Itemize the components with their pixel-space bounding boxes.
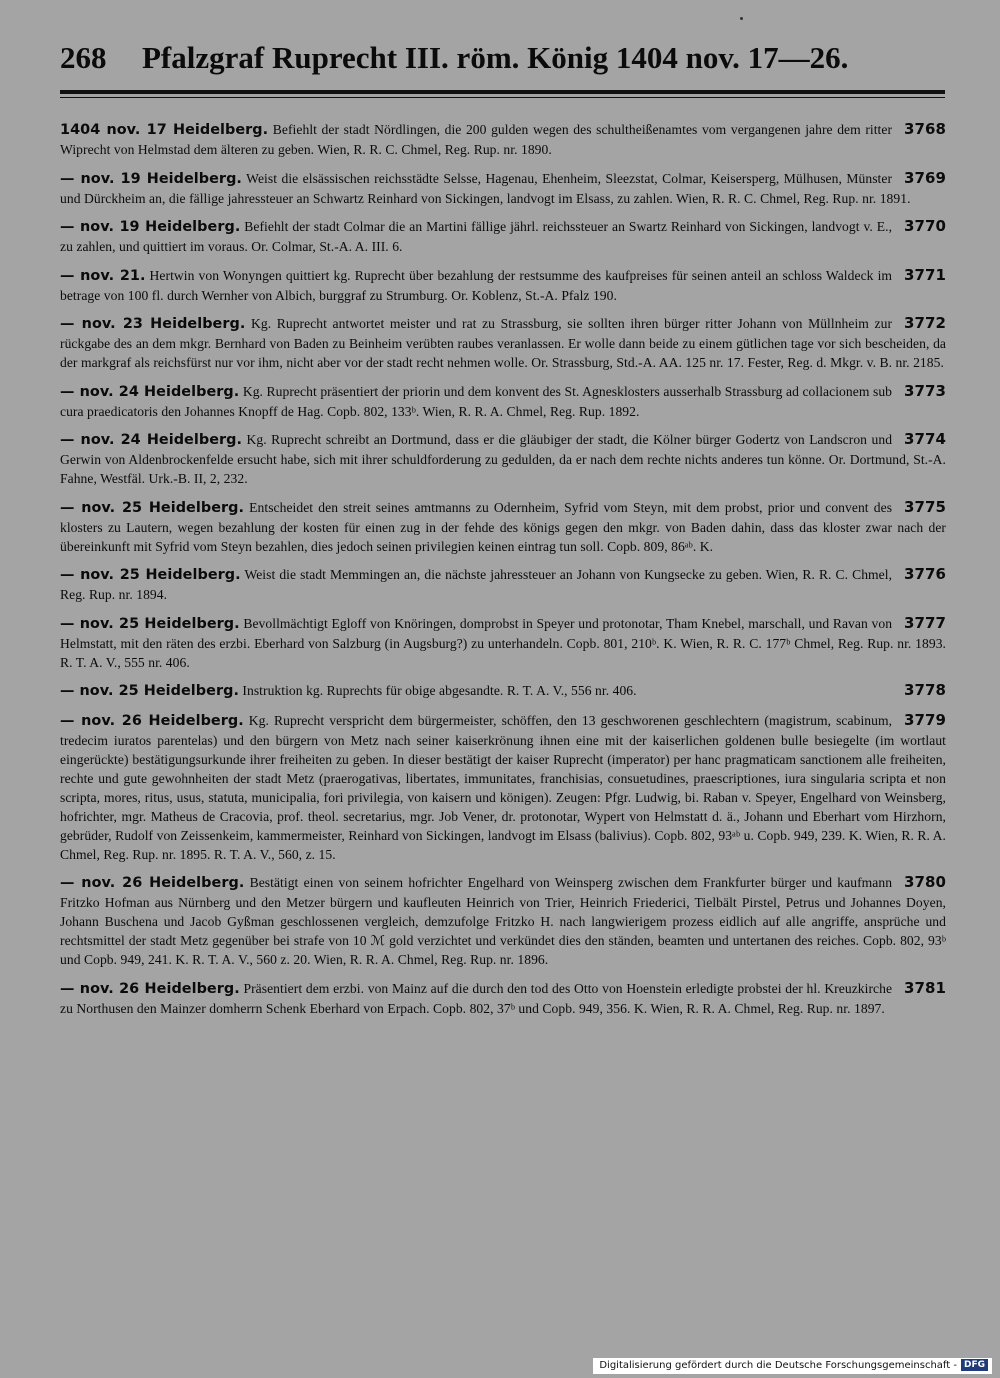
entry-text: Weist die stadt Memmingen an, die nächste jahressteuer an Johann von Kungsecke zu geben. Wien, R. R. C. Chmel, Reg. Rup. nr. 1894. <box>60 567 893 602</box>
entry-text: Entscheidet den streit seines amtmanns zu Odernheim, Syfrid vom Steyn, mit dem probst, prior und convent des klosters zu Lautern, wegen bezahlung der kosten für einen zug in der fehde des königs gegen den mkgr. von Baden dahin, dass das kloster zwar nach der übereinkunft mit Syfrid vom Steyn bezahlen, dies jedoch seinen privilegien keinen eintrag tun soll. Copb. 809, 86ᵃᵇ. K. <box>60 499 946 554</box>
regest-list <box>60 120 946 1027</box>
entry-heading: — nov. 19 Heidelberg. <box>60 219 241 235</box>
entry-text: Kg. Ruprecht präsentiert der priorin und dem konvent des St. Agnesklosters ausserhalb Strassburg ad collacionem sub cura praedicatoris den Johannes Knopff de Hag. Copb. 802, 133ᵇ. Wien, R. R. A. Chmel, Reg. Rup. 1892. <box>60 383 893 419</box>
entry-heading: — nov. 24 Heidelberg. <box>60 383 240 400</box>
entry-number: 3773 <box>904 381 946 400</box>
regest-entry <box>60 979 946 1018</box>
entry-number: 3781 <box>904 978 946 997</box>
header-rule-thick <box>60 90 945 94</box>
entry-text: Präsentiert dem erzbi. von Mainz auf die durch den tod des Otto von Hoenstein erledigte probstei der hl. Kreuzkirche zu Northusen den Mainzer domherrn Schenk Eberhard von Erpach. Copb. 802, 37ᵇ und Copb. 949, 356. K. Wien, R. R. A. Chmel, Reg. Rup. nr. 1897. <box>60 980 893 1016</box>
entry-number: 3769 <box>904 168 946 187</box>
regest-entry <box>60 120 946 159</box>
regest-entry <box>60 430 946 488</box>
entry-text: Bestätigt einen von seinem hofrichter Engelhard von Weinsperg zwischen dem Frankfurter bürger und kaufmann Fritzko Hofman aus Nürnberg und den Metzer bürgern und kaufleuten Heinrich von Trier, Heinrich Friederici, Tielbält Pirstel, Petrus und Johannes Doyen, Johann Buschena und Jacob Gyßman geschlossenen vergleich, demzufolge Fritzko H. nach langwierigem prozess eidlich auf alle angriffe, ansprüche und rechtsmittel der stadt Metz gegenüber bei strafe von 10 ℳ gold verzichtet und verkündet dies den ständen, beamten und untertanen des reiches. Copb. 802, 93ᵇ und Copb. 949, 241. K. R. T. A. V., 560 z. 20. Wien, R. R. A. Chmel, Reg. Rup. nr. 1896. <box>60 875 946 967</box>
entry-number: 3772 <box>904 314 946 332</box>
entry-heading: — nov. 25 Heidelberg. <box>60 683 239 699</box>
entry-text: Kg. Ruprecht schreibt an Dortmund, dass er die gläubiger der stadt, die Kölner bürger Godertz von Landscron und Gerwin von Aldenbrockenfelde ersucht habe, sich mit ihrer schuldforderung zu gedulden, da er nach dem rechte nichts anderes tun könne. Or. Dortmund, St.-A. Fahne, Westfäl. Urk.-B. II, 2, 232. <box>60 432 946 486</box>
regest-entry <box>60 565 946 604</box>
entry-heading: — nov. 25 Heidelberg. <box>60 567 241 583</box>
scan-speck <box>740 17 743 20</box>
entry-number: 3776 <box>904 565 946 583</box>
regest-entry <box>60 614 946 672</box>
regest-entry <box>60 873 946 969</box>
regest-entry <box>60 217 946 256</box>
entry-text: Kg. Ruprecht verspricht dem bürgermeister, schöffen, den 13 geschworenen geschlechtern (magistrum, scabinum, tredecim iuratos parentelas) und den bürgern von Metz nach seiner kaiserkrönung ihnen eine mit der kaiserlichen goldenen bulle besiegelte (im wortlaut eingerückte) bestätigungsurkunde ihrer freiheiten zu geben. In dieser bestätigt der kaiser Ruprecht (imperator) per hanc pragmaticam sanctionem alle freiheiten, rechte und gute gewohnheiten der stadt Metz (praerogativas, libertates, immunitates, franchisias, consuetudines, praescriptiones, iura singularia scripta et non scripta, mores, ritus, usus, statuta, municipalia, fori privilegia, von kaisern und königen). Zeugen: Pfgr. Ludwig, bi. Raban v. Speyer, Engelhard von Weinsberg, hofrichter, mgr. Matheus de Cracovia, prof. theol. secretarius, mgr. Job Vener, dr. protonotar, Wypert von Helmstatt d. ä., Johann und Eberhart vom Hirzhorn, gebrüder, Rudolf von Zeissenkeim, kammermeister, Reinhard von Sickingen, landvogt im Elsass (balivius). Copb. 802, 93ᵃᵇ u. Copb. 949, 239. K. Wien, R. R. A. Chmel, Reg. Rup. nr. 1895. R. T. A. V., 560, z. 15. <box>60 712 946 862</box>
credit-text: Digitalisierung gefördert durch die Deutsche Forschungsgemeinschaft - <box>599 1360 957 1371</box>
header-rule-thin <box>60 97 945 98</box>
entry-heading: — nov. 26 Heidelberg. <box>60 875 245 891</box>
entry-text: Hertwin von Wonyngen quittiert kg. Ruprecht über bezahlung der restsumme des kaufpreises für seinen anteil an schloss Waldeck im betrage von 100 fl. durch Wernher von Albich, burggraf zu Strumburg. Or. Koblenz, St.-A. Pfalz 190. <box>60 267 893 303</box>
regest-entry <box>60 382 946 421</box>
entry-text: Weist die elsässischen reichsstädte Selsse, Hagenau, Ehenheim, Sleezstat, Colmar, Keisersperg, Mülhusen, Münster und Dürckheim an, die fällige jahressteuer an Schwartz Reinhard von Sickingen, landvogt im Elsass, zu zahlen. Wien, R. R. C. Chmel, Reg. Rup. nr. 1891. <box>60 170 911 206</box>
regest-entry <box>60 498 946 556</box>
regest-entry <box>60 169 946 208</box>
entry-number: 3777 <box>904 613 946 632</box>
regest-entry <box>60 266 946 305</box>
page-header <box>60 38 945 78</box>
entry-number: 3774 <box>904 430 946 448</box>
entry-heading: — nov. 23 Heidelberg. <box>60 316 246 332</box>
entry-heading: — nov. 21. <box>60 267 146 284</box>
entry-heading: 1404 nov. 17 Heidelberg. <box>60 122 269 138</box>
regest-entry <box>60 314 946 372</box>
entry-text: Befiehlt der stadt Nördlingen, die 200 gulden wegen des schultheißenamtes vom vergangenen jahre dem ritter Wiprecht von Helmstad dem älteren zu geben. Wien, R. R. C. Chmel, Reg. Rup. nr. 1890. <box>60 122 893 157</box>
entry-number: 3779 <box>904 710 946 729</box>
entry-number: 3778 <box>904 681 946 699</box>
entry-heading: — nov. 19 Heidelberg. <box>60 170 242 187</box>
entry-heading: — nov. 26 Heidelberg. <box>60 712 244 729</box>
entry-number: 3780 <box>904 873 946 891</box>
entry-heading: — nov. 25 Heidelberg. <box>60 499 245 516</box>
regest-entry <box>60 681 946 701</box>
entry-text: Befiehlt der stadt Colmar die an Martini fällige jährl. reichssteuer an Swartz Reinhard von Sickingen, landvogt v. E., zu zahlen, und quittiert im voraus. Or. Colmar, St.-A. A. III. 6. <box>60 219 893 254</box>
page-title: Pfalzgraf Ruprecht III. röm. König 1404 nov. 17—26. <box>142 40 849 75</box>
entry-heading: — nov. 24 Heidelberg. <box>60 432 243 448</box>
entry-heading: — nov. 25 Heidelberg. <box>60 615 240 632</box>
digitization-credit <box>593 1358 992 1374</box>
entry-number: 3768 <box>904 120 946 138</box>
page-number: 268 <box>60 40 107 75</box>
dfg-logo: DFG <box>961 1359 988 1371</box>
entry-text: Kg. Ruprecht antwortet meister und rat zu Strassburg, sie sollten ihren bürger ritter Johann von Müllnheim zur rückgabe des an dem mkgr. Bernhard von Baden zu Beinheim verübten raubes veranlassen. Er wolle dann beide zu einem gütlichen tage vor sich bescheiden, da der markgraf als reichsfürst nur vor ihm, nicht aber vor der stadt recht nehmen wolle. Or. Strassburg, Std.-A. AA. 125 nr. 17. Fester, Reg. d. Mkgr. v. B. nr. 2185. <box>60 316 946 370</box>
entry-number: 3775 <box>904 497 946 516</box>
entry-number: 3770 <box>904 217 946 235</box>
entry-text: Bevollmächtigt Egloff von Knöringen, domprobst in Speyer und protonotar, Tham Knebel, marschall, und Ravan von Helmstatt, mit den räten des erzbi. Eberhard von Salzburg (in Augsburg?) zu unterhandeln. Copb. 801, 210ᵇ. K. Wien, R. R. C. 177ᵇ Chmel, Reg. Rup. nr. 1893. R. T. A. V., 555 nr. 406. <box>60 615 946 670</box>
entry-text: Instruktion kg. Ruprechts für obige abgesandte. R. T. A. V., 556 nr. 406. <box>242 683 637 698</box>
regest-entry <box>60 711 946 864</box>
entry-heading: — nov. 26 Heidelberg. <box>60 980 240 997</box>
entry-number: 3771 <box>904 265 946 284</box>
